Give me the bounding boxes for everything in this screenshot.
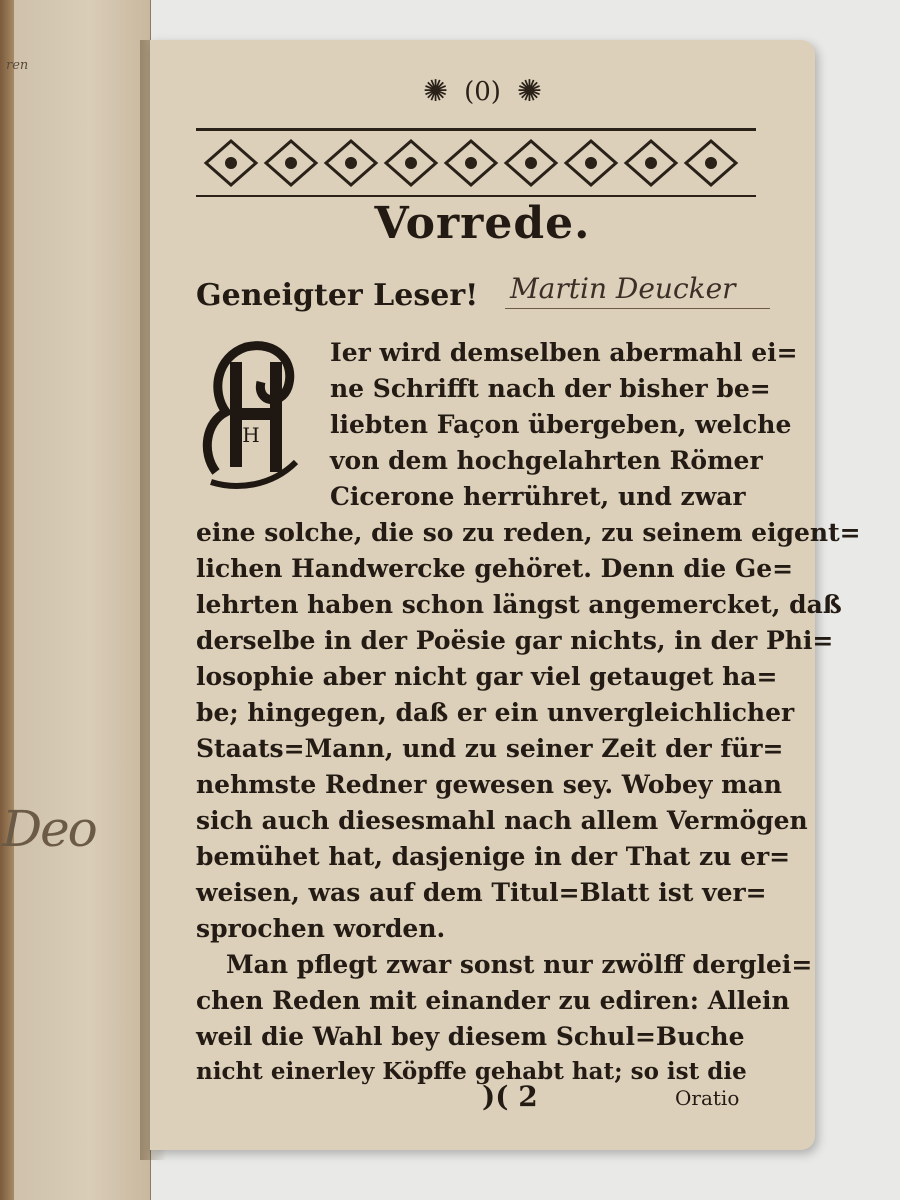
text-line: ne Schrifft nach der bisher be= [330, 374, 771, 403]
signature-underline [505, 308, 770, 309]
text-line: lehrten haben schon längst angemercket, daß [196, 590, 842, 619]
text-line: chen Reden mit einander zu ediren: Allein [196, 986, 790, 1015]
text-line: von dem hochgelahrten Römer [330, 446, 763, 475]
page-title: Vorrede. [374, 198, 591, 249]
text-line: weisen, was auf dem Titul=Blatt ist ver= [196, 878, 767, 907]
text-line: Man pflegt zwar sonst nur zwölff derglei= [226, 950, 813, 979]
catchword: Oratio [675, 1086, 740, 1110]
flower-ornament-icon: ✺ [422, 74, 449, 109]
text-line: losophie aber nicht gar viel getauget ha= [196, 662, 778, 691]
text-line: be; hingegen, daß er ein unvergleichlicher [196, 698, 795, 727]
left-page-handwriting: Deo [2, 800, 96, 858]
left-page-scrawl: ren [6, 58, 29, 73]
text-line: Ier wird demselben abermahl ei= [330, 338, 798, 367]
text-line: sich auch diesesmahl nach allem Vermögen [196, 806, 808, 835]
signature-mark: )( 2 [482, 1080, 538, 1113]
text-line: derselbe in der Poësie gar nichts, in der Phi= [196, 626, 834, 655]
text-line: nehmste Redner gewesen sey. Wobey man [196, 770, 782, 799]
text-line: nicht einerley Köpffe gehabt hat; so ist die [196, 1058, 747, 1085]
decorative-border-band [196, 128, 756, 197]
text-line: eine solche, die so zu reden, zu seinem eigent= [196, 518, 861, 547]
text-line: bemühet hat, dasjenige in der That zu er= [196, 842, 791, 871]
page-number: (0) [464, 77, 501, 107]
page-header [150, 70, 815, 114]
dropcap-letter: H [242, 423, 260, 447]
salutation: Geneigter Leser! [196, 278, 479, 313]
text-line: sprochen worden. [196, 914, 446, 943]
text-line: liebten Façon übergeben, welche [330, 410, 792, 439]
text-line: weil die Wahl bey diesem Schul=Buche [196, 1022, 745, 1051]
book-cover-edge [0, 0, 14, 1200]
text-line: Cicerone herrühret, und zwar [330, 482, 746, 511]
handwritten-signature: Martin Deucker [510, 272, 736, 305]
left-page [0, 0, 151, 1200]
text-line: lichen Handwercke gehöret. Denn die Ge= [196, 554, 794, 583]
right-page [150, 40, 861, 1150]
flower-ornament-icon: ✺ [516, 74, 543, 109]
dropcap-initial [196, 332, 306, 492]
text-line: Staats=Mann, und zu seiner Zeit der für= [196, 734, 784, 763]
